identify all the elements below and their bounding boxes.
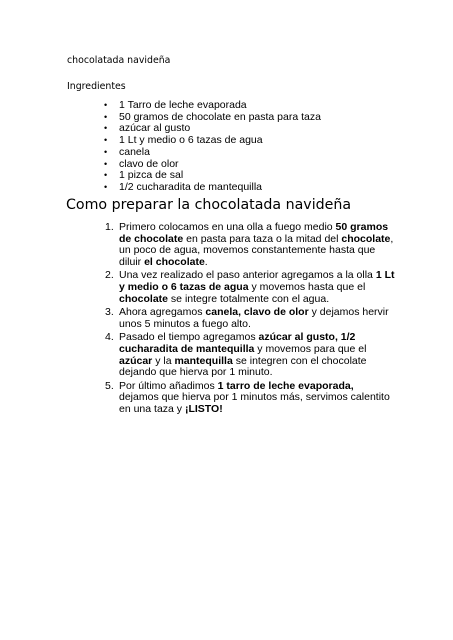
- ingredients-heading: Ingredientes: [67, 81, 126, 92]
- bullet-icon: •: [104, 146, 108, 157]
- step-number: 4.: [105, 331, 114, 344]
- step-number: 3.: [105, 306, 114, 319]
- list-item: 2. Una vez realizado el paso anterior agregamos a la olla 1 Lt y medio o 6 tazas de agua y movemos hasta que el chocolate se integre totalmente con el agua.: [105, 269, 395, 305]
- bullet-icon: •: [104, 170, 108, 181]
- list-item: • 1 pizca de sal: [104, 169, 184, 182]
- bullet-icon: •: [104, 111, 108, 122]
- list-item: • clavo de olor: [104, 157, 179, 170]
- list-item: 4. Pasado el tiempo agregamos azúcar al gusto, 1/2 cucharadita de mantequilla y movemos para que el azúcar y la mantequilla se integren con el chocolate dejando que hierva por 1 minuto.: [105, 331, 367, 379]
- bullet-icon: •: [104, 123, 108, 134]
- ingredients-list: [104, 100, 404, 194]
- preparation-heading: Como preparar la chocolatada navideña: [66, 197, 352, 213]
- list-item: • 1 Lt y medio o 6 tazas de agua: [104, 134, 263, 147]
- bullet-icon: •: [104, 158, 108, 169]
- step-number: 5.: [105, 379, 114, 392]
- bullet-icon: •: [104, 100, 108, 110]
- list-item: • azúcar al gusto: [104, 122, 191, 135]
- step-number: 1.: [105, 221, 114, 233]
- document-title: chocolatada navideña: [67, 55, 171, 66]
- list-item: • 1 Tarro de leche evaporada: [104, 99, 247, 111]
- list-item: • 1/2 cucharadita de mantequilla: [104, 180, 263, 193]
- list-item: 3. Ahora agregamos canela, clavo de olor y dejamos hervir unos 5 minutos a fuego alto.: [105, 306, 389, 330]
- list-item: 5. Por último añadimos 1 tarro de leche evaporada, dejamos que hierva por 1 minutos más, servimos calentito en una taza y ¡LISTO!: [105, 379, 390, 415]
- list-item: • canela: [104, 145, 150, 158]
- bullet-icon: •: [104, 135, 108, 146]
- step-number: 2.: [105, 269, 114, 282]
- bullet-icon: •: [104, 181, 108, 192]
- list-item: 1. Primero colocamos en una olla a fuego medio 50 gramos de chocolate en pasta para taza o la mitad del chocolate, un poco de agua, movemos constantemente hasta que diluir el chocolate.: [105, 221, 394, 268]
- steps-list: [105, 222, 395, 418]
- list-item: • 50 gramos de chocolate en pasta para taza: [104, 110, 321, 123]
